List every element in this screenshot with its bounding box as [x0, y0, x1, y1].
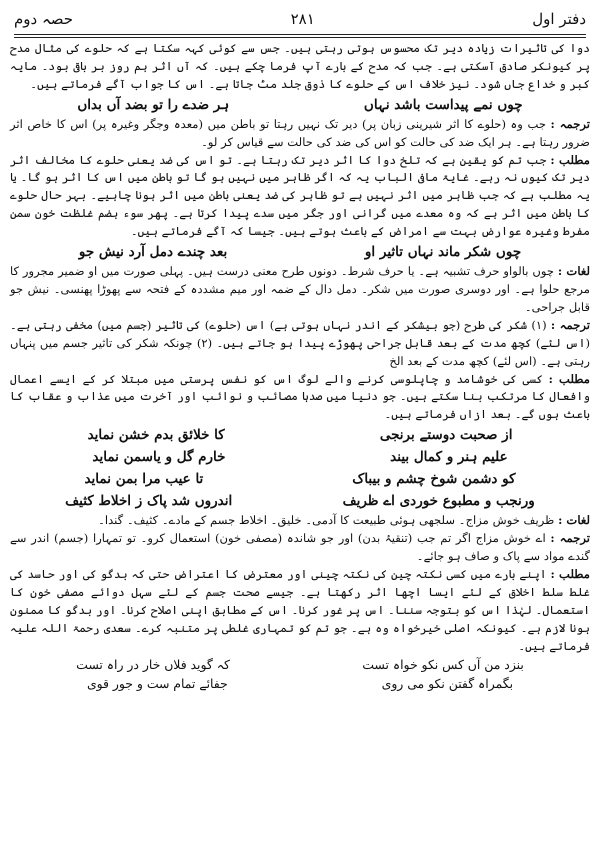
text-block: [10, 40, 590, 844]
paragraph-term: ترجمہ :: [550, 116, 591, 131]
verse-couplet: [10, 241, 590, 263]
verse-line: ورنجب و مطبوع خوردی اے ظریف: [342, 493, 535, 510]
verse-couplet: [10, 655, 590, 674]
verse-couplet: [10, 424, 590, 446]
page-number: ۲۸۱: [290, 10, 315, 28]
verse-line: تا عیب مرا بمن نماید: [84, 471, 204, 488]
paragraph: [10, 317, 590, 371]
paragraph: [10, 530, 590, 566]
running-header: [14, 6, 586, 32]
paragraph-text: ظریف خوش مزاج۔ سلجھی ہوئی طبیعت کا آدمی۔ خلیق۔ اخلاط جسم کے مادے۔ کثیف۔ گندا۔: [98, 513, 555, 528]
paragraph-term: لغات :: [557, 264, 591, 279]
paragraph: [10, 566, 590, 656]
paragraph-text: اے خوش مزاج اگر تم جب (تنقیۂ بدن) اور جو شاندہ (مصفی خون) استعمال کرو۔ تو تمہارا (جسم) اندر سے گندے مواد سے پاک و صاف ہو جائے۔: [10, 531, 590, 564]
verse-line: خارم گل و یاسمن نماید: [92, 449, 226, 466]
paragraph-text: کسی کی خوشامد و چاپلوسی کرنے والے لوگ اس کو نفس پرستی میں مبتلا کر کے ایسے اعمال وافعال کا مرتکب بنا سکتے ہیں۔ جو دنیا میں صدہا مصائب و نوائب اور آخرت میں عذاب و عقاب کا باعث ہوں گے۔ بعد ازاں فرماتے ہیں۔: [10, 371, 591, 422]
paragraph: [10, 152, 590, 242]
verse-line: علیم ہنر و کمال بیند: [390, 449, 508, 466]
verse-line: کہ گوید فلاں خار در راہ تست: [76, 657, 230, 673]
verse-line: بگمراہ گفتن نکو می روی: [381, 676, 514, 692]
paragraph-text: اپنے بارے میں کسی نکتہ چین کی نکتہ چینی اور معترض کا اعتراض حتی کہ بدگو کی اور حاسد کی غلط سلط اخلاق کے لئے ایسا اچھا اثر رکھتا ہے۔ جیسے صحت جسم کے لئے سہل دوائے مصفی خون کا استعمال۔ لہٰذا اس کو بتوجہ سننا۔ اس پر غور کرنا۔ اس کے مطابق اپنی اصلاح کرنا۔ اور بدگو کا ممنون ہونا لازم ہے۔ کیونکہ اصلی خیرخواہ وہ ہے۔ جو تم کو تمہاری غلطی پر متنبہ کرے۔ سعدی رحمۃ اللہ علیہ فرماتے ہیں۔: [10, 566, 591, 653]
paragraph: [10, 263, 590, 317]
paragraph-term: مطلب :: [548, 371, 591, 386]
verse-line: بنزد من آں کس نکو خواہ تست: [362, 657, 524, 673]
paragraph: [10, 40, 590, 94]
section-label: حصہ دوم: [14, 10, 74, 28]
paragraph-term: لغات :: [558, 513, 590, 528]
verse-line: کو دشمن شوخ چشم و بیباک: [352, 471, 516, 488]
paragraph-term: ترجمہ :: [550, 531, 590, 546]
verse-line: جفائے تمام ست و جور قوی: [86, 676, 228, 692]
verse-line: چوں شکر ماند نہاں تاثیر او: [364, 244, 522, 261]
paragraph-term: ترجمہ :: [550, 317, 590, 332]
paragraph-text: جب وہ (حلوے کا اثر شیرینی زبان پر) دیر تک نہیں رہتا تو باطن میں (معدہ وجگر وغیرہ پر) اس کا خاص اثر ضرور رہتا ہے۔ ہر ایک ضد کی حالت کو اس کی ضد کی حالت سے قیاس کر لو۔: [10, 116, 590, 149]
verse-line: بعد چندے دمل آرد نیش جو: [78, 244, 228, 261]
verse-line: ہر ضدے را تو بضد آں بداں: [77, 96, 230, 113]
verse-couplet: [10, 490, 590, 512]
verse-couplet: [10, 446, 590, 468]
header-rule: [14, 34, 586, 38]
paragraph-text: چوں بالواو حرف تشبیہ ہے۔ یا حرف شرط۔ دونوں طرح معنی درست ہیں۔ پہلی صورت میں او ضمیر مجرور کا مرجع حلوا ہے۔ اور دوسری صورت میں شکر۔ دمل دال کے ضمہ اور میم مشددہ کے فتحہ سے پھوڑا پھنسی۔ نیش جو قابل جراحی۔: [10, 264, 590, 314]
paragraph-term: مطلب :: [550, 152, 590, 167]
verse-couplet: [10, 468, 590, 490]
verse-couplet: [10, 674, 590, 693]
paragraph: [10, 116, 590, 152]
verse-line: چوں نمے پیداست باشد نہاں: [363, 96, 523, 113]
verse-line: اندروں شد پاک ز اخلاط کثیف: [65, 493, 233, 510]
book-title: دفتر اول: [532, 10, 586, 28]
verse-line: از صحبت دوستے برنجی: [379, 427, 513, 444]
verse-couplet: [10, 94, 590, 116]
paragraph-text: (۱) شکر کی طرح (جو بیشکر کے اندر نہاں ہوتی ہے) اس (حلوے) کی تاثیر (جسم میں) مخفی رہتی ہے۔ (اس لئے) کچھ مدت کے بعد قابل جراحی پھوڑے پیدا ہو جاتے ہیں۔ (۲) چونکہ شکر کی تاثیر جسم میں پنہاں رہتی ہے۔ (اس لئے) کچھ مدت کے بعد الخ: [10, 317, 590, 368]
paragraph-term: مطلب :: [550, 566, 591, 581]
paragraph-text: دوا کی تاثیرات زیادہ دیر تک محسوس ہوتی رہتی ہیں۔ جس سے کوئی کہہ سکتا ہے کہ حلوے کی مثال مدح پر کیونکر صادق آسکتی ہے۔ جب کہ مدح کے بارے آپ فرما چکے ہیں۔ کہ آں اثر ہم روز بر باقی بود۔ مایہ کبر و خداع جاں شود۔ نیز خلاف اس کے حلوے کا ذوق جلد مٹ جاتا ہے۔ اس کا جواب آگے فرماتے ہیں۔: [10, 41, 590, 91]
paragraph: [10, 371, 590, 425]
paragraph: [10, 512, 590, 530]
verse-line: کا خلائق بدم خشن نماید: [87, 427, 225, 444]
paragraph-text: جب تم کو یقین ہے کہ تلخ دوا کا اثر دیر تک رہتا ہے۔ تو اس کی ضد یعنی حلوے کا مخالف اثر دیر تک کیوں نہ رہے۔ غایۃ مافی الباب یہ کہ اگر ظاہر میں نہیں ہو گا تو باطن میں اس کا اثر ہو گا۔ یا یہ مطلب ہے کہ جب ظاہر میں اثر نہیں ہے تو ظاہر کی ضد یعنی باطن میں اثر ہونا چاہیے۔ بہر حال حلوے کا باطن میں اثر ہے کہ وہ معدے میں گرانی اور جگر میں سدے پیدا کرتا ہے۔ پھر سوء ہضم غلظت خون سمن مفرط وغیرہ عوارض بہت سے امراض کے باعث ہوتے ہیں۔ جیسا کہ آگے فرماتے ہیں۔: [10, 152, 590, 239]
